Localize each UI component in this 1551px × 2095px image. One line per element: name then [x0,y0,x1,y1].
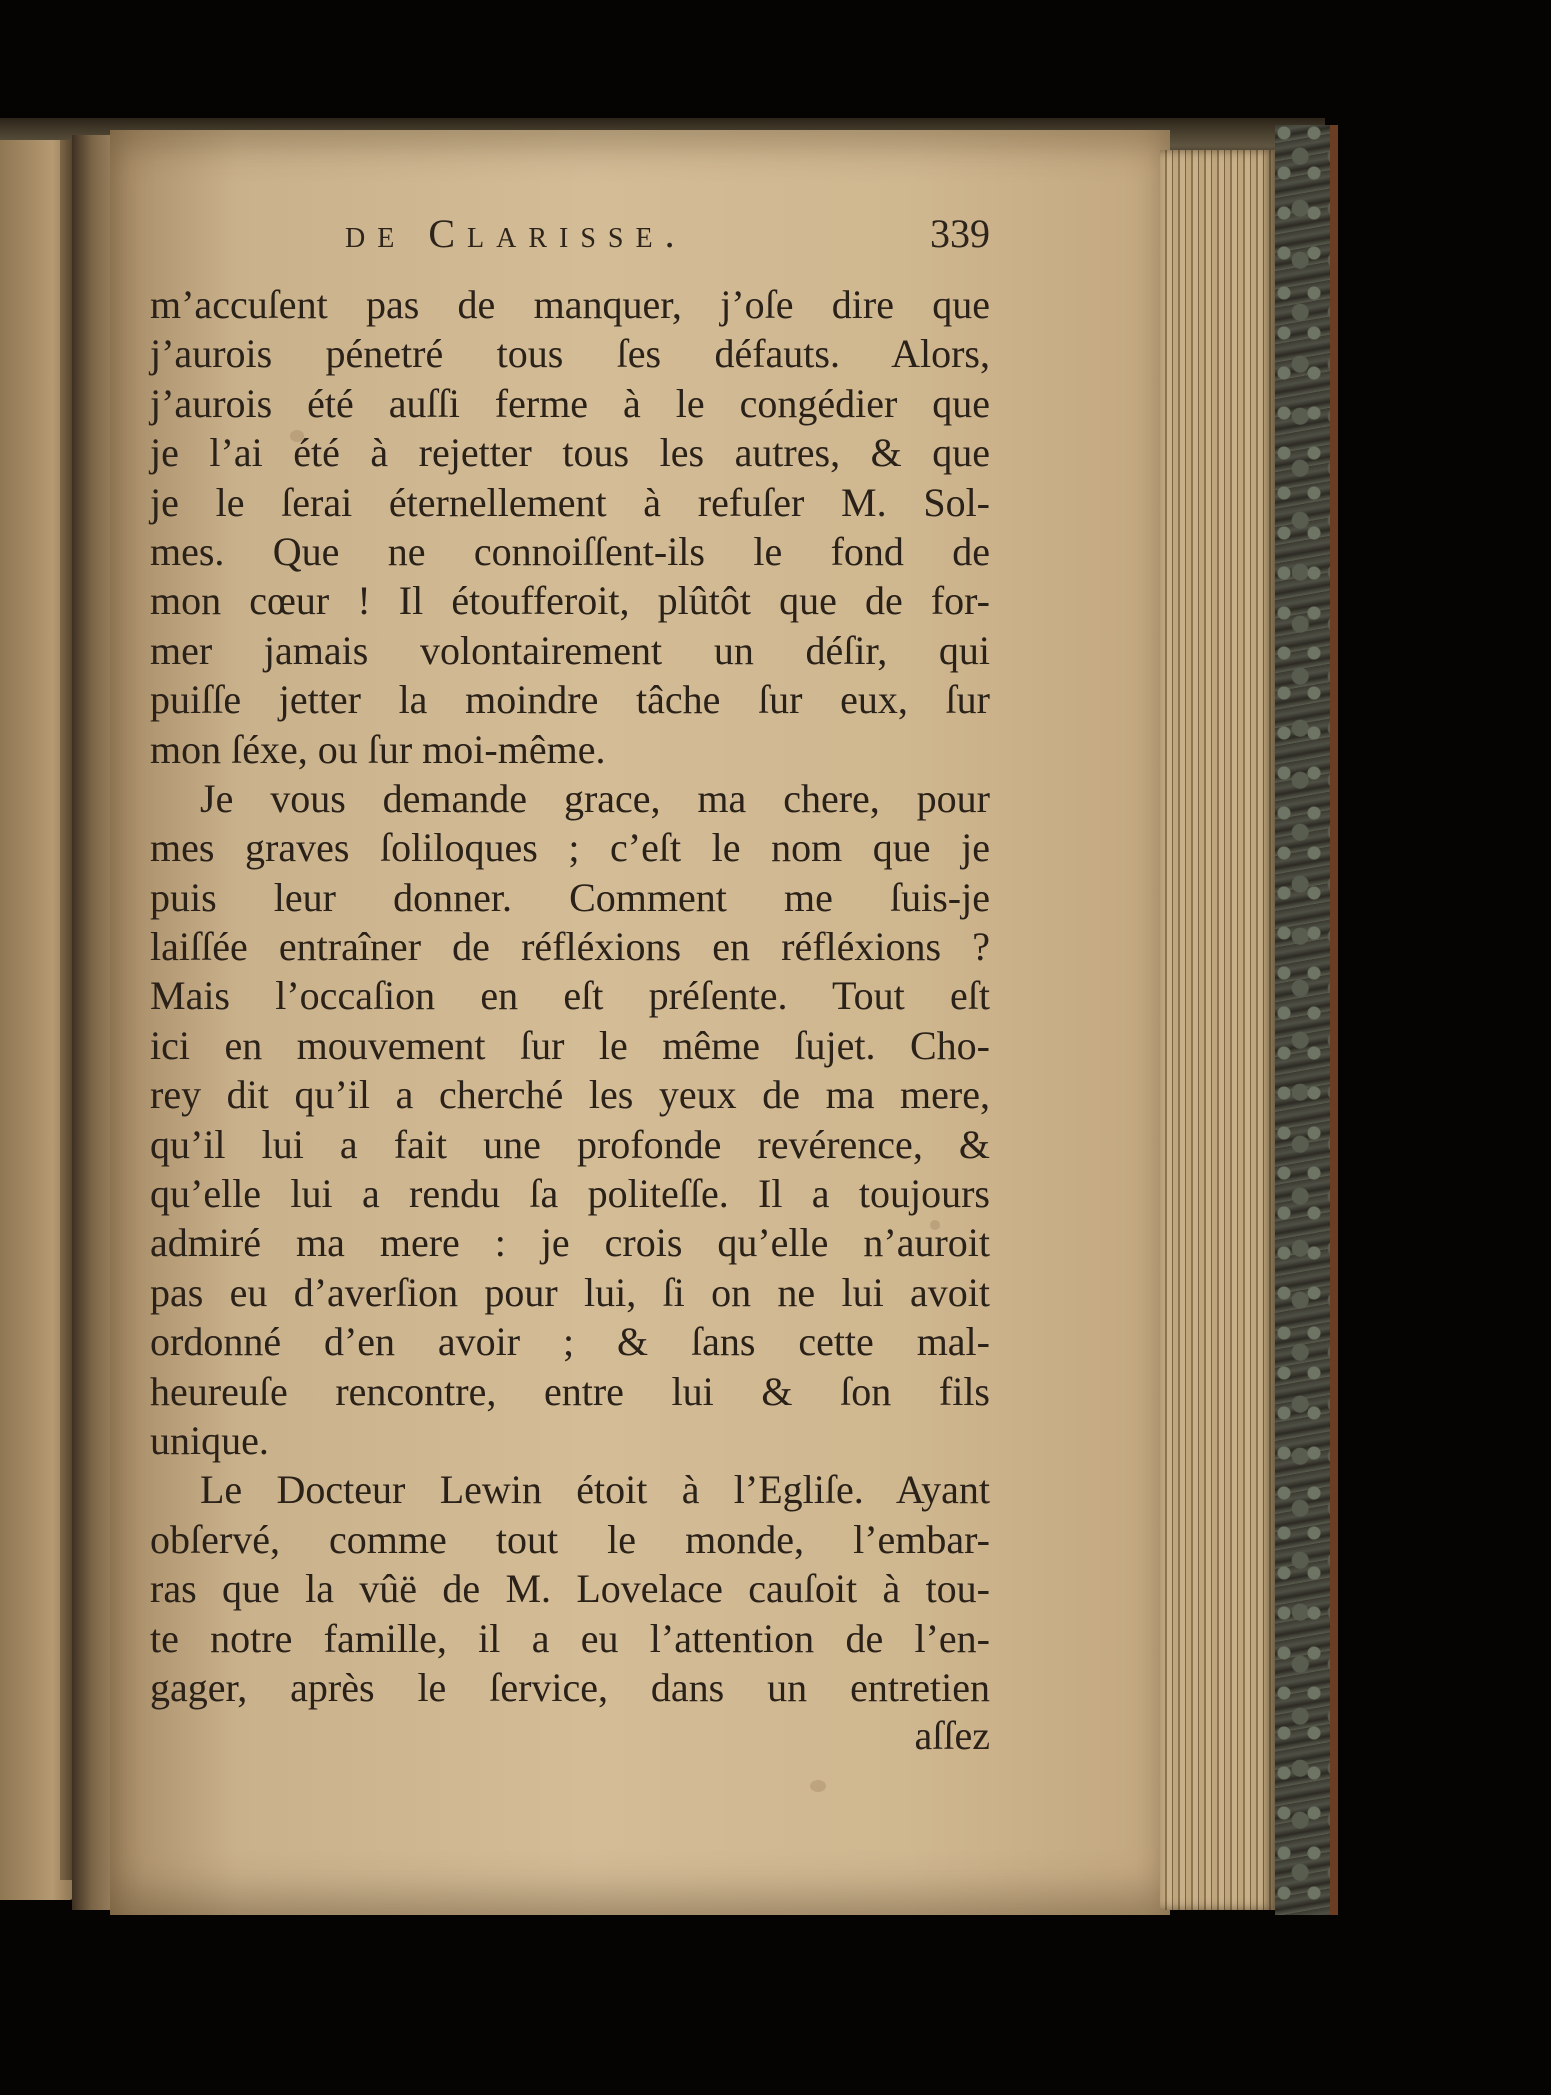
text-line: ici en mouvement ſur le même ſujet. Cho- [150,1022,990,1068]
text-line: obſervé, comme tout le monde, l’embar- [150,1516,990,1562]
text-line: laiſſée entraîner de réfléxions en réfléxions ? [150,924,990,970]
text-line: ras que la vûë de M. Lovelace cauſoit à tou- [150,1566,990,1612]
page-number: 339 [930,211,990,256]
text-line: je le ſerai éternellement à refuſer M. Sol- [150,479,990,525]
page-edges-stack [1160,150,1275,1910]
text-line: m’accuſent pas de manquer, j’oſe dire que [150,282,990,327]
text-line: rey dit qu’il a cherché les yeux de ma mere, [150,1072,990,1118]
catchword-row [150,1712,990,1761]
paragraph [150,1465,990,1712]
marbled-cover [1275,125,1335,1915]
text-line: qu’elle lui a rendu ſa politeſſe. Il a toujours [150,1171,990,1217]
foxing-spot [810,1780,826,1792]
text-line: admiré ma mere : je crois qu’elle n’auroit [150,1220,990,1266]
text-line: ordonné d’en avoir ; & ſans cette mal- [150,1319,990,1365]
text-line: pas eu d’averſion pour lui, ſi on ne lui avoit [150,1269,990,1315]
text-line: te notre famille, il a eu l’attention de l’en- [150,1615,990,1661]
text-block [150,210,990,1761]
text-line: Mais l’occaſion en eſt préſente. Tout eſt [150,973,990,1019]
text-line: mon cœur ! Il étoufferoit, plûtôt que de for- [150,578,990,624]
paragraph [150,774,990,1465]
text-line: qu’il lui a fait une profonde revérence, & [150,1121,990,1167]
text-line: gager, après le ſervice, dans un entretien [150,1664,990,1710]
text-line: mer jamais volontairement un déſir, qui [150,627,990,673]
running-head-title: de Clarisse. [345,211,687,256]
text-line: mon ſéxe, ou ſur moi-même. [150,726,606,772]
text-line: puis leur donner. Comment me ſuis-je [150,874,990,920]
paragraph [150,280,990,774]
text-line: mes graves ſoliloques ; c’eſt le nom que je [150,825,990,871]
cover-leather-edge [1330,125,1338,1915]
catchword: aſſez [914,1713,990,1759]
text-line: unique. [150,1417,269,1463]
text-line: j’aurois été auſſi ferme à le congédier que [150,380,990,426]
text-line: puiſſe jetter la moindre tâche ſur eux, ſur [150,677,990,723]
text-line: je l’ai été à rejetter tous les autres, & que [150,430,990,476]
text-line: mes. Que ne connoiſſent-ils le fond de [150,528,990,574]
text-line: j’aurois pénetré tous ſes défauts. Alors, [150,331,990,377]
running-head [150,210,990,280]
text-line: heureuſe rencontre, entre lui & ſon fils [150,1368,990,1414]
text-line: Je vous demande grace, ma chere, pour [200,775,990,821]
text-line: Le Docteur Lewin étoit à l’Egliſe. Ayant [200,1467,990,1513]
